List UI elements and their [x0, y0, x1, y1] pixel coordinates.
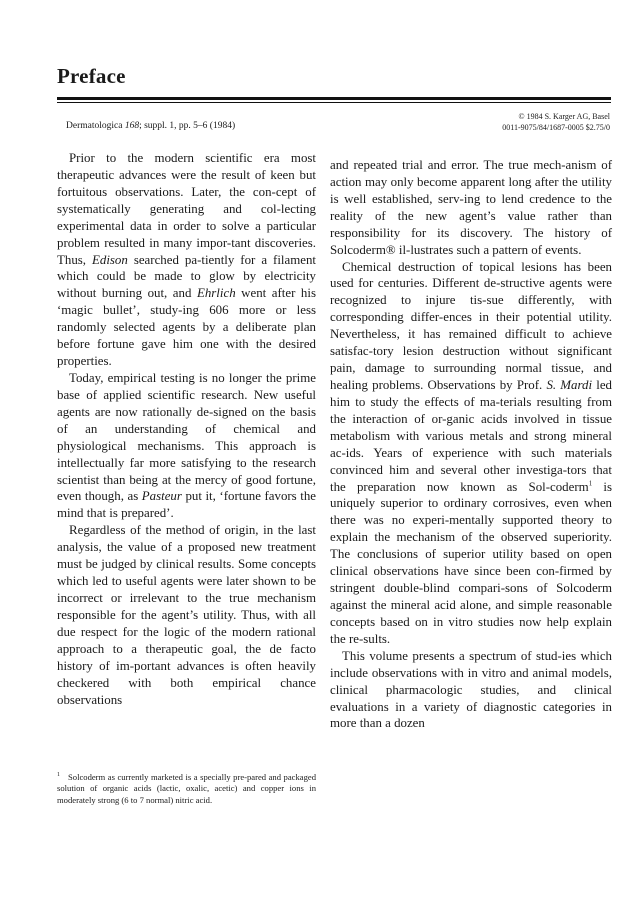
paragraph: and repeated trial and error. The true mech-anism of action may only become apparent long after the utility is well established, serv-ing to lend credence to the reality of the new agent’s value rather than responsibility for its discovery. The history of Solcoderm® il-lustrates such a pattern of events. [330, 158, 612, 257]
person-name: Edison [92, 252, 128, 267]
text-run: is uniquely superior to ordinary corrosives, even when there was no experi-mentally supported theory to explain the mechanism of the observed superiority. The conclusions of superior utility based on open clinical observations have since been con-firmed by stringent double-blind compari-sons of Solcoderm against the mineral acid alone, and simple reasonable concepts based on in vitro studies now help explain the re-sults. [330, 479, 612, 646]
paragraph: This volume presents a spectrum of stud-ies which include observations with in vitro and animal models, clinical pharmacologic studies, and clinical evaluations in a variety of diagnostic categories in more than a dozen [330, 648, 612, 731]
text-run: searched pa-tiently for a filament which could be made to glow by electricity without burning out, and [57, 252, 316, 301]
footnote-marker: 1 [57, 772, 60, 778]
paragraph [330, 259, 612, 648]
paragraph [57, 150, 316, 370]
footnote [57, 770, 316, 807]
text-run: went after his ‘magic bullet’, study-ing 606 more or less randomly selected agents by a deliberate plan before fortune gave him one with the desired properties. [57, 286, 316, 369]
citation [66, 121, 235, 131]
citation-pages: ; suppl. 1, pp. 5–6 (1984) [139, 121, 236, 131]
person-name: Ehrlich [196, 286, 236, 301]
text-run: Prior to the modern scientific era most therapeutic advances were the result of keen but fortuitous observations. Later, the con-cept of systematically generating and col-lecting experimental data in order to solve a particular problem resulted in many impor-tant discoveries. Thus, [57, 151, 316, 267]
header-rule-thick [57, 97, 611, 100]
page-title: Preface [57, 64, 126, 88]
person-name: S. Mardi [546, 377, 593, 392]
text-run: led him to study the effects of ma-terials resulting from the interaction of or-ganic acids involved in tissue metabolism with various metals and strong mineral ac-ids. Years of experience with such materials convinced him and several other investiga-tors that the preparation now known as Sol-coderm [330, 377, 612, 494]
citation-journal: Dermatologica [66, 121, 125, 131]
issn-line: 0011-9075/84/1687-0005 $2.75/0 [502, 123, 610, 132]
text-run: Today, empirical testing is no longer the prime base of applied scientific research. New useful agents are now rationally de-signed on the basis of an understanding of chemical and physiological mechanisms. This approach is intellectually far more satisfying to the research scientist than being at the mercy of good fortune, even though, as [57, 370, 316, 504]
paragraph [57, 370, 316, 522]
right-column [330, 157, 612, 732]
copyright-line: © 1984 S. Karger AG, Basel [518, 112, 610, 121]
text-run: Chemical destruction of topical lesions has been used for centuries. Different de-structive agents were recognized to injure tis-sue differently, with corresponding differ-ences in their potential utility. Nevertheless, it has remained difficult to achieve satisfac-tory lesion destruction without significant pain, damage to surrounding normal tissue, and healing problems. Observations by Prof. [330, 259, 612, 392]
text-run: put it, ‘fortune favors the mind that is prepared’. [57, 489, 317, 521]
copyright-block [502, 111, 610, 133]
footnote-text: Solcoderm as currently marketed is a specially pre-pared and packaged solution of organic acids (lactic, oxalic, acetic) and copper ions in moderately strong (6 to 7 normal) nitric acid. [57, 771, 316, 806]
paragraph: Regardless of the method of origin, in the last analysis, the value of a proposed new treatment must be judged by clinical results. Some concepts which led to useful agents were later shown to be incorrect or irrelevant to the true mechanism responsible for the agent’s utility. Thus, with all due respect for the logic of the modern rational approach to a therapeutic goal, the de facto history of im-portant advances is often heavily checkered with both empirical chance observations [57, 523, 316, 707]
footnote-ref[interactable]: 1 [588, 479, 593, 488]
person-name: Pasteur [141, 489, 182, 504]
header-rule-thin [57, 102, 611, 103]
left-column [57, 150, 316, 708]
citation-volume: 168 [124, 121, 140, 131]
